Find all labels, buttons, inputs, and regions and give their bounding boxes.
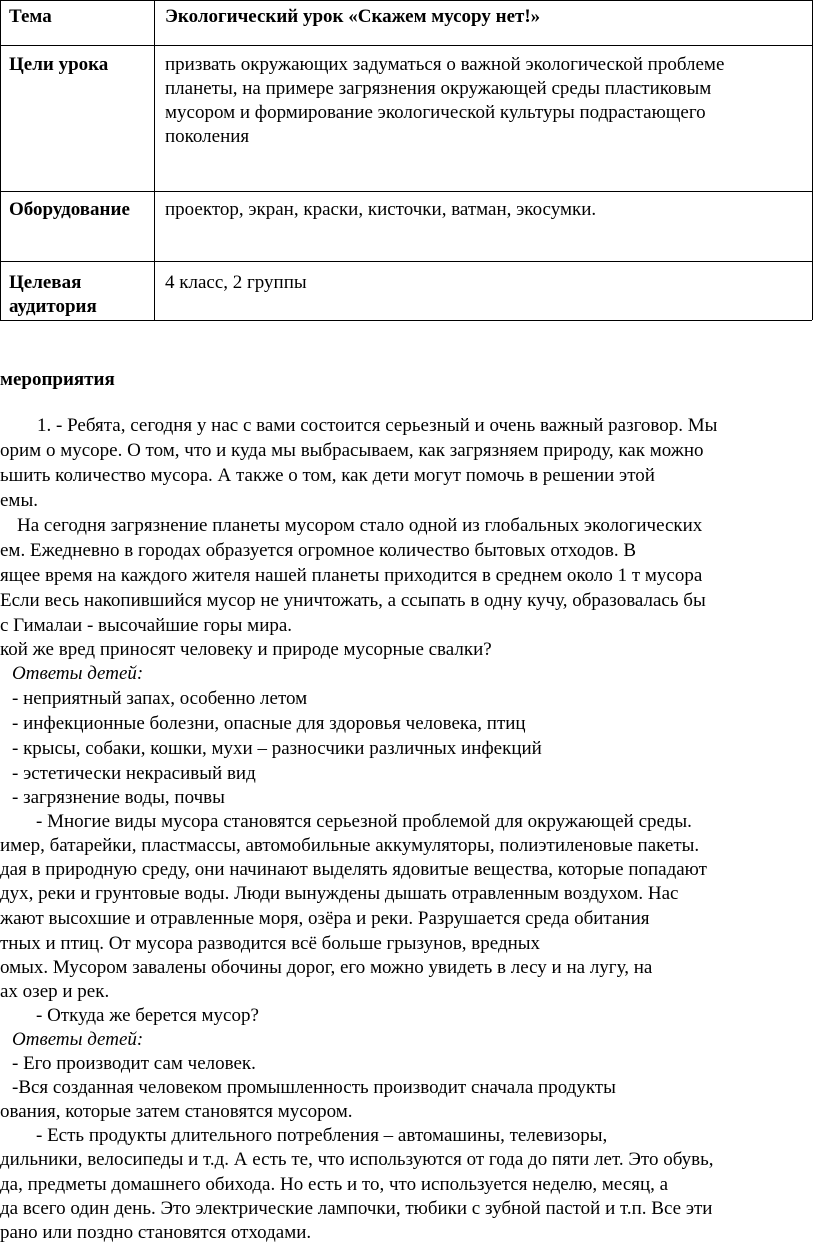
paragraph-line: На сегодня загрязнение планеты мусором стало одной из глобальных экологических <box>17 515 703 536</box>
table-border-left <box>0 0 1 320</box>
answers-label: Ответы детей: <box>12 1029 144 1050</box>
table-border <box>0 45 812 46</box>
paragraph-line: жают высохшие и отравленные моря, озёра и реки. Разрушается среда обитания <box>0 908 650 929</box>
table-border-mid <box>154 0 155 320</box>
paragraph-line: ящее время на каждого жителя нашей планеты приходится в среднем около 1 т мусора <box>0 565 703 586</box>
paragraph-line: - Многие виды мусора становятся серьезной проблемой для окружающей среды. <box>36 811 692 832</box>
answers-label: Ответы детей: <box>12 663 144 684</box>
value-goals-line: мусором и формирование экологической культуры подрастающего <box>165 102 706 123</box>
label-audience: Целевая <box>9 272 82 293</box>
label-equipment: Оборудование <box>9 199 130 220</box>
table-border <box>0 261 812 262</box>
list-item: - загрязнение воды, почвы <box>12 787 225 808</box>
paragraph-line: ования, которые затем становятся мусором. <box>0 1101 353 1122</box>
paragraph-line: дая в природную среду, они начинают выделять ядовитые вещества, которые попадают <box>0 859 707 880</box>
label-goals: Цели урока <box>9 54 109 75</box>
value-topic: Экологический урок «Скажем мусору нет!» <box>165 6 541 27</box>
value-audience: 4 класс, 2 группы <box>165 272 307 293</box>
label-audience: аудитория <box>9 296 97 317</box>
table-border-top <box>0 0 812 1</box>
list-item: - Его производит сам человек. <box>12 1053 256 1074</box>
paragraph-line: рано или поздно становятся отходами. <box>0 1222 312 1243</box>
paragraph-line: кой же вред приносят человеку и природе мусорные свалки? <box>0 639 492 660</box>
table-border-bottom <box>0 320 812 321</box>
paragraph-line: Если весь накопившийся мусор не уничтожать, а ссыпать в одну кучу, образовалась бы <box>0 590 706 611</box>
list-item: - эстетически некрасивый вид <box>12 763 256 784</box>
list-item: - крысы, собаки, кошки, мухи – разносчики различных инфекций <box>12 738 542 759</box>
paragraph-line: ах озер и рек. <box>0 981 110 1002</box>
paragraph-line: ьшить количество мусора. А также о том, как дети могут помочь в решении этой <box>0 465 655 486</box>
list-item: - неприятный запах, особенно летом <box>12 688 308 709</box>
paragraph-line: 1. - Ребята, сегодня у нас с вами состоится серьезный и очень важный разговор. Мы <box>37 415 718 436</box>
question-line: - Откуда же берется мусор? <box>36 1005 259 1026</box>
label-topic: Тема <box>9 6 52 27</box>
list-item: - инфекционные болезни, опасные для здоровья человека, птиц <box>12 713 526 734</box>
section-heading: мероприятия <box>0 369 115 390</box>
paragraph-line: да, предметы домашнего обихода. Но есть и то, что используется неделю, месяц, а <box>0 1174 669 1195</box>
value-equipment: проектор, экран, краски, кисточки, ватман, экосумки. <box>165 199 597 220</box>
paragraph-line: орим о мусоре. О том, что и куда мы выбрасываем, как загрязняем природу, как можно <box>0 440 704 461</box>
paragraph-line: емы. <box>0 490 38 511</box>
paragraph-line: дильники, велосипеды и т.д. А есть те, что используются от года до пяти лет. Это обувь, <box>0 1149 714 1170</box>
paragraph-line: омых. Мусором завалены обочины дорог, его можно увидеть в лесу и на лугу, на <box>0 957 653 978</box>
value-goals-line: поколения <box>165 126 250 147</box>
paragraph-line: - Есть продукты длительного потребления – автомашины, телевизоры, <box>36 1125 608 1146</box>
paragraph-line: дух, реки и грунтовые воды. Люди вынуждены дышать отравленным воздухом. Нас <box>0 883 679 904</box>
value-goals-line: планеты, на примере загрязнения окружающей среды пластиковым <box>165 78 712 99</box>
paragraph-line: имер, батарейки, пластмассы, автомобильные аккумуляторы, полиэтиленовые пакеты. <box>0 835 700 856</box>
table-border <box>0 191 812 192</box>
paragraph-line: ем. Ежедневно в городах образуется огромное количество бытовых отходов. В <box>0 540 637 561</box>
paragraph-line: с Гималаи - высочайшие горы мира. <box>0 615 293 636</box>
table-border-right <box>812 0 813 320</box>
paragraph-line: да всего один день. Это электрические лампочки, тюбики с зубной пастой и т.п. Все эти <box>0 1198 713 1219</box>
value-goals-line: призвать окружающих задуматься о важной экологической проблеме <box>165 54 725 75</box>
paragraph-line: тных и птиц. От мусора разводится всё больше грызунов, вредных <box>0 933 541 954</box>
paragraph-line: -Вся созданная человеком промышленность производит сначала продукты <box>12 1077 616 1098</box>
